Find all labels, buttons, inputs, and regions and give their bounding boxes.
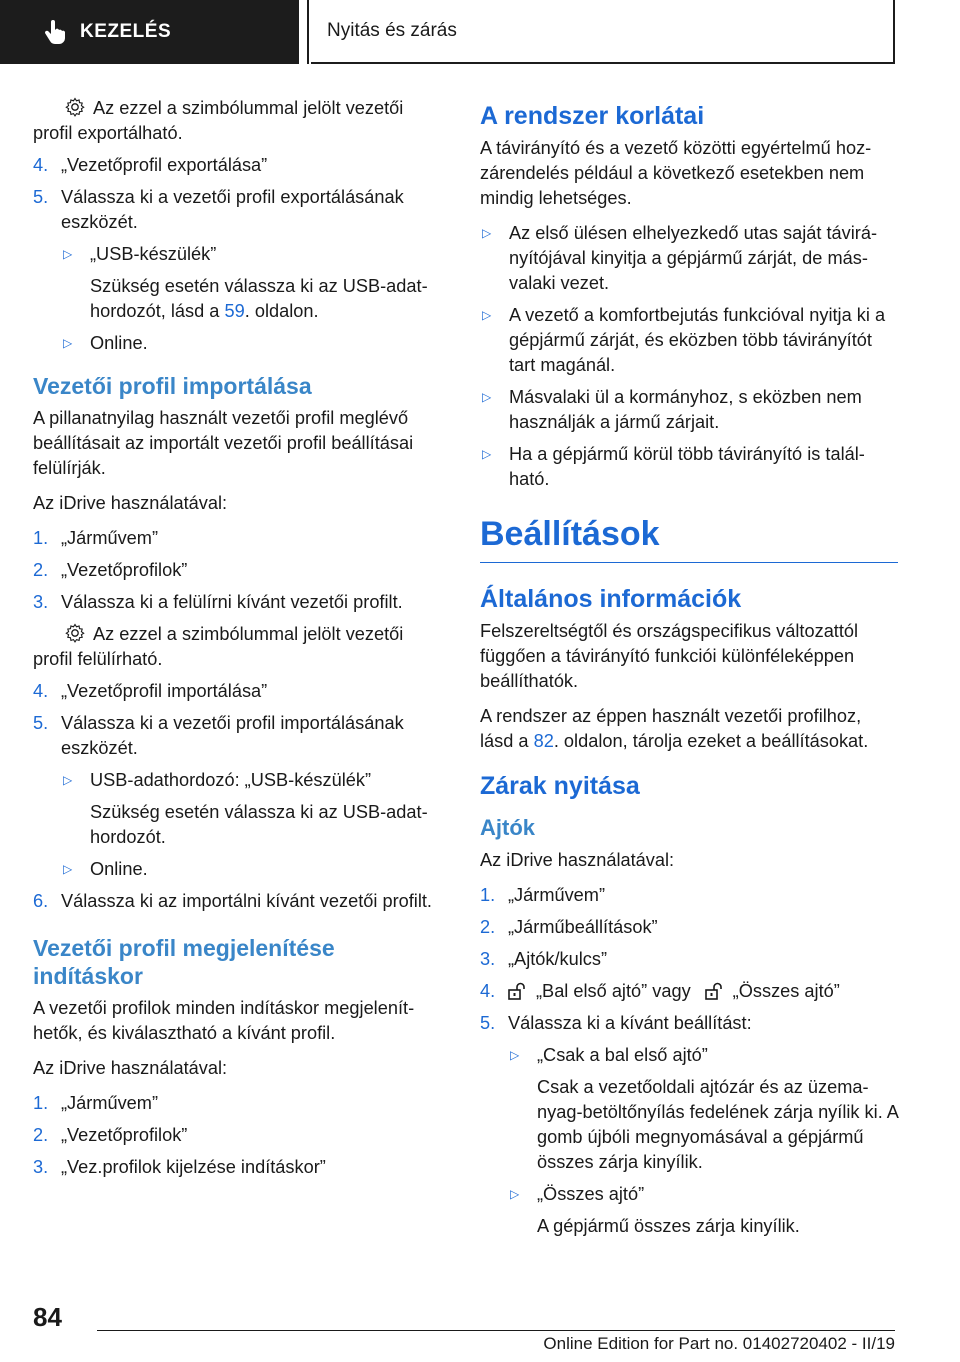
list-item — [33, 679, 443, 704]
footer-divider — [97, 1330, 895, 1331]
bullet-item — [33, 857, 443, 882]
limits-paragraph: A távirányító és a vezető közötti egyértelmű hozzárendelés például a következő esetekben nem mindig lehetséges. — [480, 138, 872, 208]
list-item — [33, 590, 443, 615]
step-number: 5. — [33, 187, 49, 207]
list-item — [33, 153, 443, 178]
step-number: 6. — [33, 891, 49, 911]
step-text: „Vezetőprofil exportálása” — [61, 155, 268, 175]
section-tab-label: KEZELÉS — [80, 21, 172, 42]
limits-heading: A rendszer korlátai — [480, 102, 705, 130]
step-number: 3. — [480, 949, 496, 969]
display-idrive: Az iDrive használatával: — [33, 1058, 228, 1078]
step-number: 3. — [33, 592, 49, 612]
step-number: 4. — [480, 981, 496, 1001]
bullet-text: Online. — [90, 333, 148, 353]
bullet-text: „Csak a bal első ajtó” — [537, 1045, 708, 1065]
step-number: 1. — [33, 528, 49, 548]
bullet-item — [33, 242, 443, 267]
list-item — [480, 883, 898, 908]
left-column — [33, 96, 443, 1187]
import-idrive: Az iDrive használatával: — [33, 493, 228, 513]
step-number: 2. — [33, 560, 49, 580]
unlock-icon — [705, 982, 723, 1000]
bullet-item — [480, 385, 898, 435]
step-text: Válassza ki az importálni kívánt vezetői profilt. — [61, 891, 432, 911]
import-paragraph: A pillanatnyilag használt vezetői profil meglévő beállításait az importált vezetői profil beállításai felülírják. — [33, 408, 414, 478]
triangle-bullet-icon: ▷ — [482, 308, 492, 322]
general-paragraph-2 — [480, 704, 898, 754]
bullet-item — [33, 331, 443, 356]
step-number: 5. — [33, 713, 49, 733]
list-item — [480, 915, 898, 940]
bullet-item — [480, 1043, 898, 1068]
bullet-text: „USB-készülék” — [90, 244, 217, 264]
step-text: „Járműbeállítások” — [508, 917, 658, 937]
step-text: „Vezetőprofilok” — [61, 1125, 188, 1145]
list-item — [33, 1155, 443, 1180]
bullet-text: A vezető a komfortbejutás funkcióval nyitja ki a gépjármű zárját, és eközben több távirányítót tart magánál. — [509, 305, 886, 375]
step-text: Válassza ki a vezetői profil importálásának eszközét. — [61, 713, 404, 758]
step-number: 2. — [480, 917, 496, 937]
note-exportable — [33, 96, 443, 146]
triangle-bullet-icon: ▷ — [63, 336, 73, 350]
list-item — [33, 558, 443, 583]
bullet-note-suffix: . oldalon. — [244, 301, 319, 321]
gear-icon — [65, 623, 85, 643]
list-item — [480, 947, 898, 972]
right-column — [480, 96, 898, 1246]
list-item — [33, 526, 443, 551]
bullet-text: Ha a gépjármű körül több távirányító is található. — [509, 444, 865, 489]
step-text: „Járművem” — [508, 885, 606, 905]
triangle-bullet-icon: ▷ — [510, 1048, 520, 1062]
step-text: „Járművem” — [61, 528, 159, 548]
gear-icon — [65, 97, 85, 117]
general-paragraph-1: Felszereltségtől és országspecifikus változattól függően a távirányító funkciói különféleképpen beállíthatók. — [480, 621, 859, 691]
page-tab-label: Nyitás és zárás — [327, 20, 457, 41]
step-text: „Bal első ajtó” vagy — [536, 981, 691, 1001]
doors-heading: Ajtók — [480, 815, 535, 840]
step-text: „Vez.profilok kijelzése indításkor” — [61, 1157, 326, 1177]
bullet-item — [33, 768, 443, 793]
step-text: Válassza ki a felülírni kívánt vezetői profilt. — [61, 592, 403, 612]
unlock-heading: Zárak nyitása — [480, 772, 640, 800]
page-tab — [311, 0, 895, 64]
import-heading: Vezetői profil importálása — [33, 373, 312, 399]
list-item — [33, 889, 443, 914]
step-number: 4. — [33, 155, 49, 175]
triangle-bullet-icon: ▷ — [63, 247, 73, 261]
general-paragraph-2-suffix: . oldalon, tárolja ezeket a beállításokat. — [553, 731, 869, 751]
page-number: 84 — [33, 1302, 62, 1332]
page-header — [0, 0, 960, 66]
triangle-bullet-icon: ▷ — [482, 447, 492, 461]
step-number: 1. — [480, 885, 496, 905]
step-number: 4. — [33, 681, 49, 701]
triangle-bullet-icon: ▷ — [510, 1187, 520, 1201]
bullet-note: Csak a vezetőoldali ajtózár és az üzemanyag-betöltőnyílás fedelének zárja nyílik ki. A gomb újbóli megnyomásával a gépjármű összes zárja kinyílik. — [537, 1077, 898, 1172]
list-item — [33, 711, 443, 761]
note-overwritable-text: Az ezzel a szimbólummal jelölt vezetői profil felülírható. — [33, 624, 404, 669]
bullet-note-text: Szükség esetén válassza ki az USB-adathordozót, lásd a — [90, 276, 428, 321]
bullet-text: Az első ülésen elhelyezkedő utas saját távirányítójával kinyitja a gépjármű zárját, de másvalaki vezet. — [509, 223, 878, 293]
bullet-text: Másvalaki ül a kormányhoz, s eközben nem használják a jármű zárjait. — [509, 387, 862, 432]
hand-pointer-icon — [44, 20, 66, 44]
list-item — [480, 1011, 898, 1036]
step-text: „Vezetőprofil importálása” — [61, 681, 268, 701]
step-text: „Vezetőprofilok” — [61, 560, 188, 580]
triangle-bullet-icon: ▷ — [482, 226, 492, 240]
step-text: „Összes ajtó” — [732, 981, 840, 1001]
settings-heading: Beállítások — [480, 512, 898, 563]
triangle-bullet-icon: ▷ — [482, 390, 492, 404]
bullet-item — [480, 1182, 898, 1207]
bullet-item — [480, 221, 898, 296]
list-item — [33, 1123, 443, 1148]
step-text: „Járművem” — [61, 1093, 159, 1113]
bullet-note — [33, 274, 443, 324]
triangle-bullet-icon: ▷ — [63, 862, 73, 876]
general-paragraph-2-text: A rendszer az éppen használt vezetői profilhoz, lásd a — [480, 706, 862, 751]
page-link[interactable]: 82 — [533, 731, 554, 751]
edition-text: Online Edition for Part no. 01402720402 - II/19 — [543, 1334, 895, 1353]
page-link[interactable]: 59 — [224, 301, 245, 321]
bullet-text: USB-adathordozó: „USB-készülék” — [90, 770, 372, 790]
note-exportable-text: Az ezzel a szimbólummal jelölt vezetői profil exportálható. — [33, 98, 404, 143]
step-text: Válassza ki a kívánt beállítást: — [508, 1013, 752, 1033]
bullet-item — [480, 303, 898, 378]
step-text: „Ajtók/kulcs” — [508, 949, 608, 969]
bullet-note: A gépjármű összes zárja kinyílik. — [537, 1216, 800, 1236]
bullet-item — [480, 442, 898, 492]
list-item — [33, 1091, 443, 1116]
step-number: 2. — [33, 1125, 49, 1145]
section-tab — [0, 0, 299, 64]
doors-idrive: Az iDrive használatával: — [480, 850, 675, 870]
triangle-bullet-icon: ▷ — [63, 773, 73, 787]
display-heading: Vezetői profil megjelenítése indításkor — [33, 935, 335, 989]
header-divider — [307, 0, 309, 64]
general-heading: Általános információk — [480, 585, 742, 613]
bullet-text: Online. — [90, 859, 148, 879]
step-number: 5. — [480, 1013, 496, 1033]
unlock-icon — [508, 982, 526, 1000]
display-paragraph: A vezetői profilok minden indításkor megjeleníthetők, és kiválasztható a kívánt profil. — [33, 998, 415, 1043]
step-number: 1. — [33, 1093, 49, 1113]
list-item — [480, 979, 898, 1004]
step-number: 3. — [33, 1157, 49, 1177]
list-item — [33, 185, 443, 235]
note-overwritable — [33, 622, 443, 672]
bullet-text: „Összes ajtó” — [537, 1184, 645, 1204]
step-text: Válassza ki a vezetői profil exportálásának eszközét. — [61, 187, 404, 232]
bullet-note: Szükség esetén válassza ki az USB-adathordozót. — [90, 802, 428, 847]
